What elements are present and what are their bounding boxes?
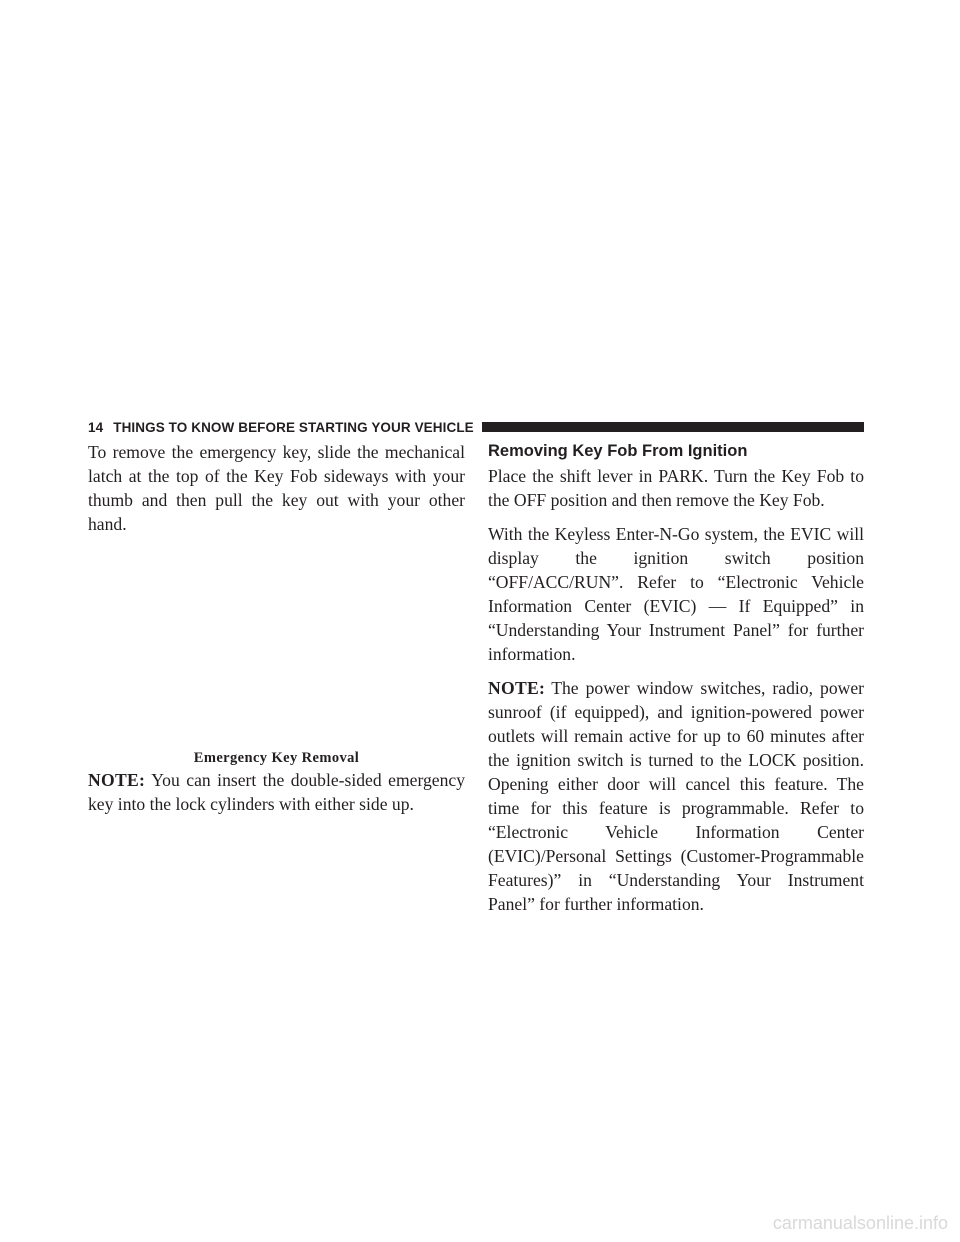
right-column [488, 440, 864, 916]
note-label: NOTE: [88, 770, 146, 790]
figure-caption: Emergency Key Removal [193, 750, 360, 766]
emergency-key-figure [88, 536, 465, 748]
paragraph-evic: With the Keyless Enter-N-Go system, the EVIC will display the ignition switch position “OFF/ACC/RUN”. Refer to “Electronic Vehicle Information Center (EVIC) — If Equipped” in “Understanding Your Instrument Panel” for further information. [488, 524, 864, 664]
right-note [488, 676, 864, 916]
note-text: The power window switches, radio, power sunroof (if equipped), and ignition-powered power outlets will remain active for up to 60 minutes after the ignition switch is turned to the LOCK position. Opening either door will cancel this feature. The time for this feature is programmable. Refer to “Electronic Vehicle Information Center (EVIC)/Personal Settings (Customer-Programmable Features)” in “Understanding Your Instrument Panel” for further information. [488, 678, 864, 914]
intro-paragraph: To remove the emergency key, slide the mechanical latch at the top of the Key Fob sideways with your thumb and then pull the key out with your other hand. [88, 442, 465, 534]
page-header [88, 417, 864, 437]
section-heading: Removing Key Fob From Ignition [488, 442, 748, 460]
paragraph-park: Place the shift lever in PARK. Turn the Key Fob to the OFF position and then remove the Key Fob. [488, 466, 864, 510]
header-rule [482, 422, 864, 432]
section-title: THINGS TO KNOW BEFORE STARTING YOUR VEHICLE [113, 419, 474, 435]
note-text: You can insert the double-sided emergency key into the lock cylinders with either side up. [88, 770, 465, 814]
note-label: NOTE: [488, 678, 546, 698]
page-number: 14 [88, 419, 104, 435]
watermark: carmanualsonline.info [772, 1213, 948, 1233]
left-column [88, 440, 465, 816]
left-note [88, 768, 465, 816]
